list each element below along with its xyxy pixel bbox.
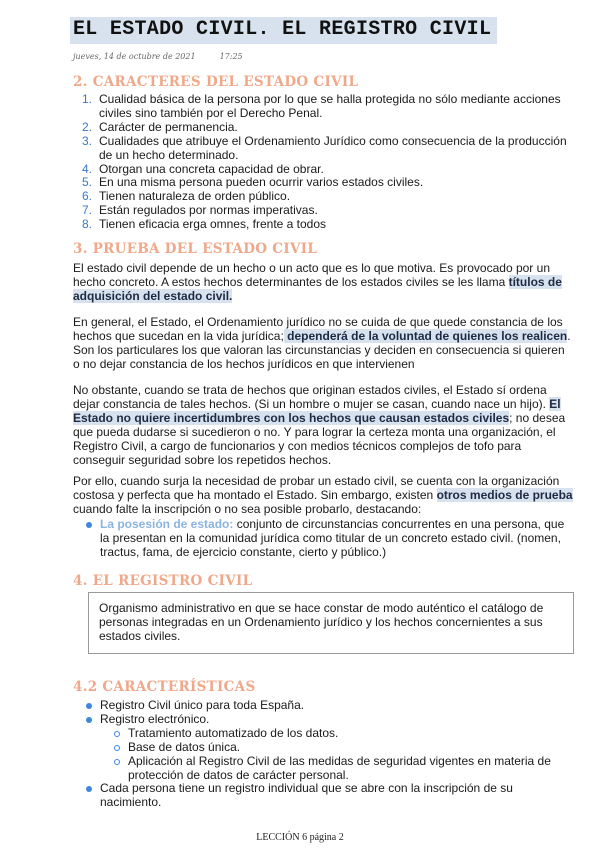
list-item	[82, 93, 582, 121]
paragraph-text: . Son los particulares los que valoran las circunstancias y deciden en consecuencia si quieren o no dejar constancia de los hechos jurídicos en que intervienen	[73, 328, 571, 371]
item-number: 7.	[82, 203, 93, 218]
prueba-bullet-list	[86, 518, 576, 560]
item-text: Cualidad básica de la persona por lo que se halla protegida no sólo mediante acciones civiles sino también por el Derecho Penal.	[99, 92, 561, 120]
highlighted-text: títulos de adquisición del estado civil.	[73, 274, 562, 303]
item-text: Carácter de permanencia.	[99, 119, 238, 134]
caracteristicas-list	[86, 699, 576, 810]
list-item	[82, 176, 582, 190]
item-text: Registro electrónico.	[100, 711, 210, 726]
item-text: Cualidades que atribuye el Ordenamiento Jurídico como consecuencia de la producción de un hecho determinado.	[99, 133, 567, 162]
paragraph-voluntad	[73, 316, 573, 372]
list-item	[82, 135, 582, 163]
bullet-dot-icon	[86, 786, 92, 792]
item-number: 1.	[82, 92, 93, 106]
sub-list-item	[114, 755, 576, 783]
bullet-dot-icon	[86, 703, 92, 709]
sub-list	[100, 727, 576, 783]
list-item	[82, 163, 582, 177]
definition-box: Organismo administrativo en que se hace constar de modo auténtico el catálogo de personas integradas en un Ordenamiento jurídico y los hechos concernientes a sus estados civiles.	[88, 592, 574, 654]
section-4-heading: 4. EL REGISTRO CIVIL	[73, 573, 253, 589]
date-text: jueves, 14 de octubre de 2021	[73, 52, 196, 61]
item-text: Tienen eficacia erga omnes, frente a todos	[99, 217, 327, 232]
highlighted-text: dependerá de la voluntad de quienes los realicen	[283, 328, 568, 343]
highlighted-text: El Estado no quiere incertidumbres con los hechos que causan estados civiles	[73, 396, 561, 425]
list-item	[86, 713, 576, 783]
list-item	[82, 121, 582, 135]
paragraph-otros-medios	[73, 475, 573, 517]
sub-list-item	[114, 741, 576, 755]
paragraph-text: En general, el Estado, el Ordenamiento jurídico no se cuida de que quede constancia de los hechos que sucedan en la vida jurídica;	[73, 315, 563, 343]
item-number: 5.	[82, 175, 93, 190]
paragraph-text: ; no desea que pueda dudarse si sucedieron o no. Y para lograr la certeza monta una organización, el Registro Civil, a cargo de funcionarios y con medios técnicos complejos de tofo para conseguir seguridad sobre los repetidos hechos.	[73, 410, 566, 467]
item-text: conjunto de circunstancias concurrentes en una persona, que la presentan en la comunidad jurídica como titular de un concreto estado civil. (nomen, tractus, fama, de ejercicio constante, cierto y público.)	[100, 517, 565, 559]
item-text: Cada persona tiene un registro individual que se abre con la inscripción de su nacimiento.	[100, 781, 513, 810]
item-text: Tratamiento automatizado de los datos.	[128, 725, 339, 740]
list-item	[82, 218, 582, 232]
dateline	[73, 52, 243, 61]
bullet-ring-icon	[114, 759, 120, 765]
paragraph-text: El estado civil depende de un hecho o un acto que es lo que motiva. Es provocado por un hecho concreto. A estos hechos determinantes de los estados civiles se les llama	[73, 261, 550, 289]
item-text: Base de datos única.	[128, 739, 241, 754]
item-number: 2.	[82, 119, 93, 134]
list-item	[82, 190, 582, 204]
posesion-label: La posesión de estado:	[100, 517, 234, 531]
section-3-heading: 3. PRUEBA DEL ESTADO CIVIL	[73, 241, 318, 257]
item-number: 3.	[82, 133, 93, 148]
item-text: En una misma persona pueden ocurrir varios estados civiles.	[99, 175, 424, 190]
item-text: Registro Civil único para toda España.	[100, 698, 305, 712]
paragraph-text: cuando falte la inscripción o no sea posible probarlo, destacando:	[73, 501, 422, 516]
bullet-ring-icon	[114, 731, 120, 737]
item-text: Están regulados por normas imperativas.	[99, 203, 318, 218]
paragraph-text: Por ello, cuando surja la necesidad de probar un estado civil, se cuenta con la organización costosa y perfecta que ha montado el Estado. Sin embargo, existen	[73, 474, 560, 502]
list-item	[86, 518, 576, 560]
section-2-heading: 2. CARACTERES DEL ESTADO CIVIL	[73, 74, 359, 90]
list-item	[82, 204, 582, 218]
bullet-ring-icon	[114, 745, 120, 751]
highlighted-text: otros medios de prueba	[436, 487, 573, 502]
item-number: 4.	[82, 161, 93, 176]
list-item	[86, 699, 576, 713]
paragraph-titulos	[73, 262, 573, 304]
item-number: 6.	[82, 189, 93, 204]
paragraph-text: No obstante, cuando se trata de hechos que originan estados civiles, el Estado sí ordena dejar constancia de tales hechos. (Si un hombre o mujer se casan, cuando nace un hijo).	[73, 383, 550, 411]
item-number: 8.	[82, 217, 93, 232]
section-4-2-heading: 4.2 CARACTERÍSTICAS	[73, 679, 256, 695]
paragraph-registro	[73, 384, 573, 467]
item-text: Tienen naturaleza de orden público.	[99, 189, 291, 204]
page-footer: LECCIÓN 6 página 2	[256, 832, 344, 843]
page-title: EL ESTADO CIVIL. EL REGISTRO CIVIL	[70, 17, 497, 44]
item-text: Aplicación al Registro Civil de las medidas de seguridad vigentes en materia de protección de datos de carácter personal.	[128, 753, 551, 782]
bullet-dot-icon	[86, 522, 92, 528]
item-text: Otorgan una concreta capacidad de obrar.	[99, 161, 324, 176]
list-item	[86, 782, 576, 810]
bullet-dot-icon	[86, 717, 92, 723]
time-text: 17:25	[219, 52, 243, 61]
caracteres-list	[82, 93, 582, 232]
sub-list-item	[114, 727, 576, 741]
